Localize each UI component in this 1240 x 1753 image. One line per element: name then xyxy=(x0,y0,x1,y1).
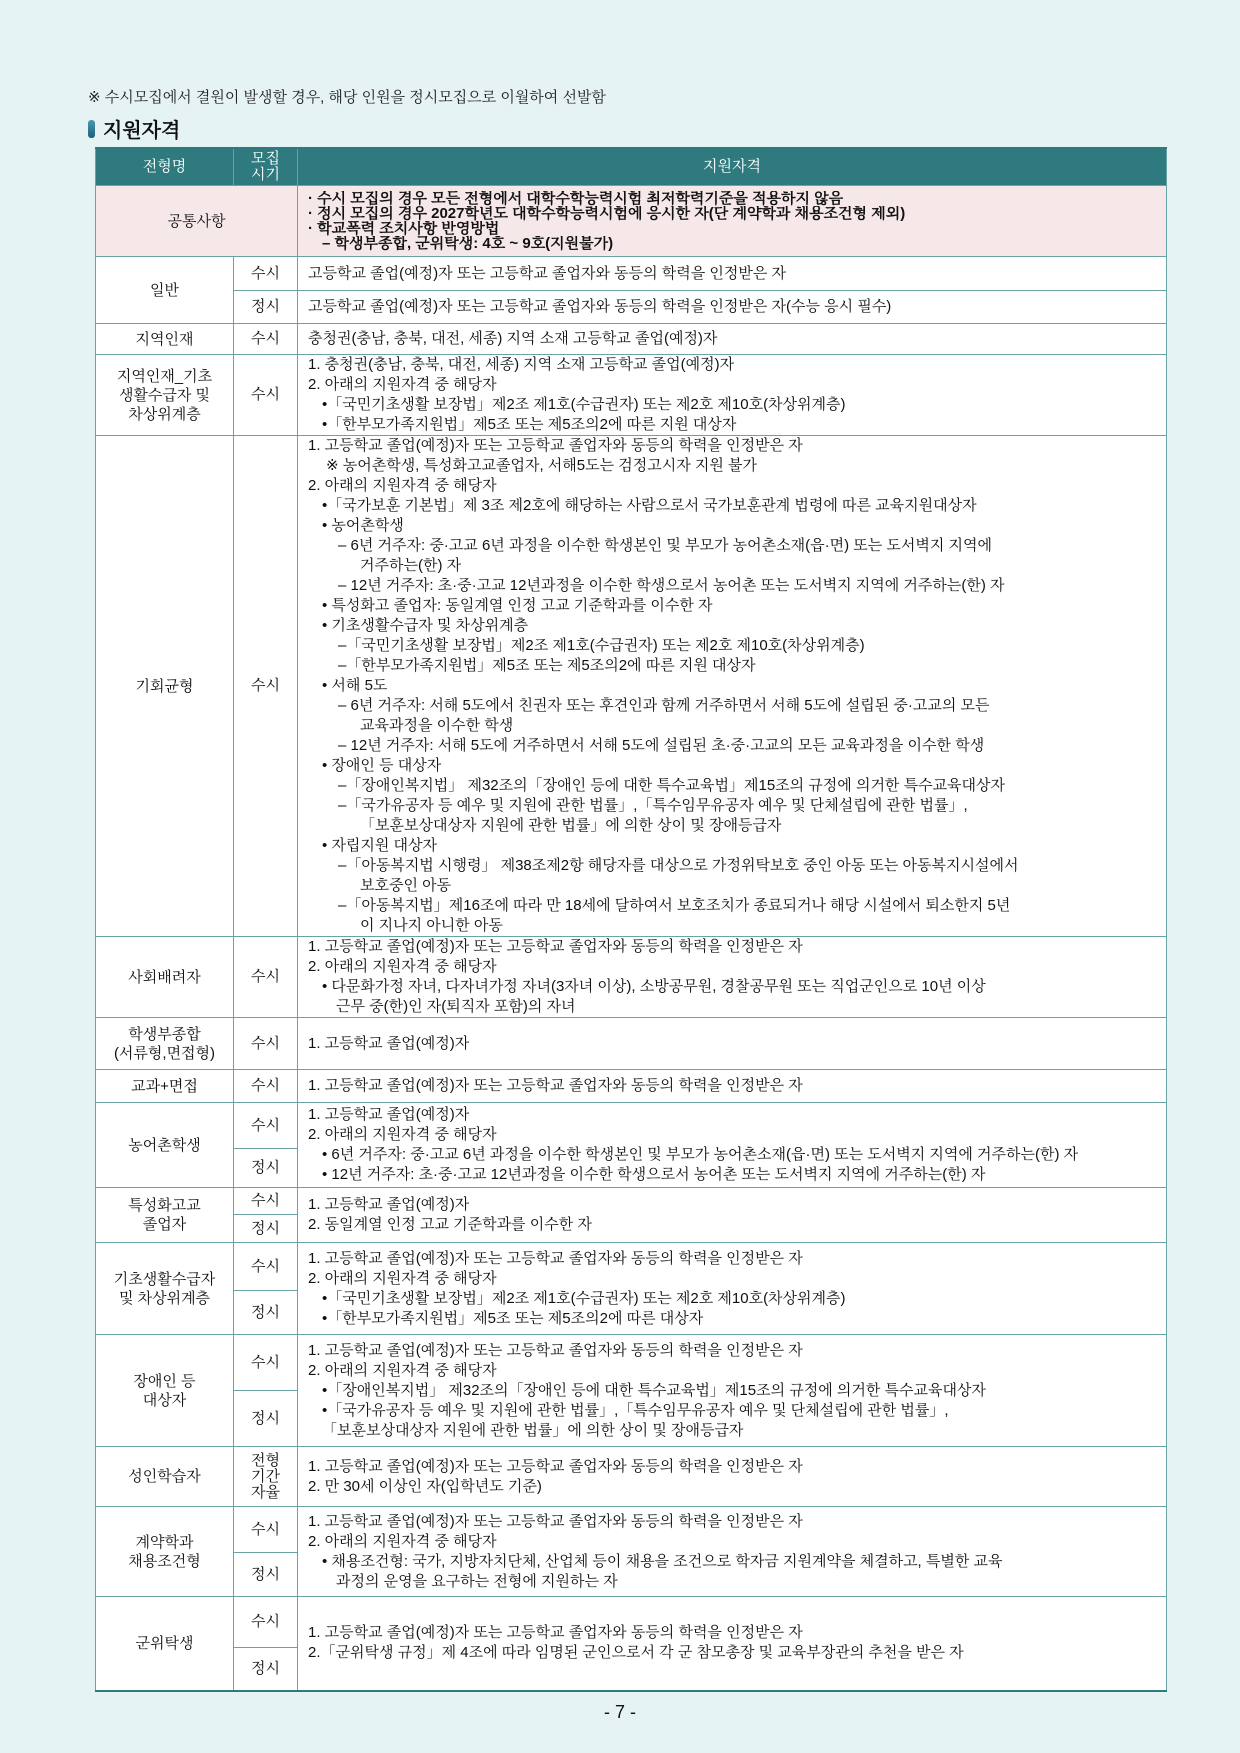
qualification-cell xyxy=(298,257,1167,291)
page-number: - 7 - xyxy=(603,1702,636,1722)
qualification-line: 「보훈보상대상자 지원에 관한 법률」에 의한 상이 및 장애등급자 xyxy=(322,1421,744,1439)
qualification-cell xyxy=(298,1507,1167,1597)
table-row xyxy=(96,291,1167,324)
qualification-line: –「아동복지법」제16조에 따라 만 18세에 달하여서 보호조치가 종료되거나 해당 시설에서 퇴소한지 5년 xyxy=(338,897,1011,914)
qualification-line: •「장애인복지법」 제32조의「장애인 등에 대한 특수교육법」제15조의 규정에 의거한 특수교육대상자 xyxy=(322,1381,986,1399)
recruit-period: 전형 기간 자율 xyxy=(234,1447,298,1507)
qualification-cell xyxy=(298,1243,1167,1335)
header-name: 전형명 xyxy=(96,148,234,186)
recruit-period: 수시 xyxy=(234,355,298,436)
qualification-line: •「국민기초생활 보장법」제2조 제1호(수급권자) 또는 제2호 제10호(차상위계층) xyxy=(322,1289,846,1307)
row-name: 사회배려자 xyxy=(96,937,234,1018)
section-marker-icon xyxy=(88,120,95,138)
recruit-period: 수시 xyxy=(234,937,298,1018)
qualification-cell xyxy=(298,1597,1167,1691)
recruit-period: 수시 xyxy=(234,1103,298,1149)
table-row xyxy=(96,355,1167,436)
qualification-line: ※ 농어촌학생, 특성화고교졸업자, 서해5도는 검정고시자 지원 불가 xyxy=(326,457,757,474)
qualification-line: 과정의 운영을 요구하는 전형에 지원하는 자 xyxy=(336,1572,618,1590)
qualification-line: 2. 아래의 지원자격 중 해당자 xyxy=(308,1532,497,1550)
qualification-cell xyxy=(298,1335,1167,1447)
qualification-line: –「국민기초생활 보장법」제2조 제1호(수급권자) 또는 제2호 제10호(차상위계층) xyxy=(338,637,865,654)
notice-text: ※ 수시모집에서 결원이 발생할 경우, 해당 인원을 정시모집으로 이월하여 선발함 xyxy=(88,89,606,106)
qualification-line: 보호중인 아동 xyxy=(360,877,452,894)
row-name: 일반 xyxy=(96,257,234,324)
recruit-period: 수시 xyxy=(234,1018,298,1070)
row-name: 성인학습자 xyxy=(96,1447,234,1507)
qualification-line: 고등학교 졸업(예정)자 또는 고등학교 졸업자와 동등의 학력을 인정받은 자(수능 응시 필수) xyxy=(308,298,892,315)
qualification-cell xyxy=(298,1447,1167,1507)
qualification-cell xyxy=(298,355,1167,436)
qualification-line: – 12년 거주자: 서해 5도에 거주하면서 서해 5도에 설립된 초·중·고교의 모든 교육과정을 이수한 학생 xyxy=(338,737,985,754)
row-name: 학생부종합 (서류형,면접형) xyxy=(96,1018,234,1070)
qualification-line: 2. 아래의 지원자격 중 해당자 xyxy=(308,958,497,975)
row-name: 기초생활수급자 및 차상위계층 xyxy=(96,1243,234,1335)
qualification-line: 1. 충청권(충남, 충북, 대전, 세종) 지역 소재 고등학교 졸업(예정)자 xyxy=(308,356,735,373)
qualification-cell xyxy=(298,324,1167,355)
recruit-period: 정시 xyxy=(234,291,298,324)
table-row xyxy=(96,1103,1167,1149)
recruit-period: 정시 xyxy=(234,1553,298,1597)
table-row xyxy=(96,1070,1167,1103)
recruit-period: 수시 xyxy=(234,1335,298,1391)
qualification-cell xyxy=(298,291,1167,324)
qualification-line: • 농어촌학생 xyxy=(322,517,404,534)
qualification-line: 근무 중(한)인 자(퇴직자 포함)의 자녀 xyxy=(336,998,576,1015)
qualification-line: • 자립지원 대상자 xyxy=(322,837,438,854)
table-row xyxy=(96,186,1167,257)
table-header-row xyxy=(96,148,1167,186)
qualification-line: 2. 아래의 지원자격 중 해당자 xyxy=(308,1269,497,1287)
qualification-line: • 12년 거주자: 초·중·고교 12년과정을 이수한 학생으로서 농어촌 또는 도서벽지 지역에 거주하는(한) 자 xyxy=(322,1166,986,1183)
qualification-line: 1. 고등학교 졸업(예정)자 또는 고등학교 졸업자와 동등의 학력을 인정받은 자 xyxy=(308,437,803,454)
qualification-line: – 6년 거주자: 서해 5도에서 친권자 또는 후견인과 함께 거주하면서 서해 5도에 설립된 중·고교의 모든 xyxy=(338,697,990,714)
table-row xyxy=(96,1597,1167,1648)
qualification-line: – 12년 거주자: 초·중·고교 12년과정을 이수한 학생으로서 농어촌 또는 도서벽지 지역에 거주하는(한) 자 xyxy=(338,577,1005,594)
table-row xyxy=(96,257,1167,291)
qualification-line: 2.「군위탁생 규정」제 4조에 따라 임명된 군인으로서 각 군 참모총장 및 교육부장관의 추천을 받은 자 xyxy=(308,1644,964,1662)
qualification-line: 1. 고등학교 졸업(예정)자 xyxy=(308,1196,470,1213)
qualification-line: • 장애인 등 대상자 xyxy=(322,757,442,774)
qualification-line: 1. 고등학교 졸업(예정)자 xyxy=(308,1034,470,1052)
row-name: 교과+면접 xyxy=(96,1070,234,1103)
qualification-line: 1. 고등학교 졸업(예정)자 xyxy=(308,1106,470,1123)
qualification-line: –「장애인복지법」 제32조의「장애인 등에 대한 특수교육법」제15조의 규정에 의거한 특수교육대상자 xyxy=(338,777,1006,794)
table-row xyxy=(96,1018,1167,1070)
recruit-period: 수시 xyxy=(234,324,298,355)
qualification-line: 1. 고등학교 졸업(예정)자 또는 고등학교 졸업자와 동등의 학력을 인정받은 자 xyxy=(308,938,803,955)
table-row xyxy=(96,1507,1167,1553)
row-name: 군위탁생 xyxy=(96,1597,234,1691)
row-name: 지역인재_기초 생활수급자 및 차상위계층 xyxy=(96,355,234,436)
qualification-line: 고등학교 졸업(예정)자 또는 고등학교 졸업자와 동등의 학력을 인정받은 자 xyxy=(308,264,787,282)
qualification-line: •「국가보훈 기본법」제 3조 제2호에 해당하는 사람으로서 국가보훈관계 법령에 따른 교육지원대상자 xyxy=(322,497,977,514)
recruit-period: 수시 xyxy=(234,1070,298,1103)
qualification-line: 1. 고등학교 졸업(예정)자 또는 고등학교 졸업자와 동등의 학력을 인정받은 자 xyxy=(308,1624,803,1642)
qualification-line: •「한부모가족지원법」제5조 또는 제5조의2에 따른 대상자 xyxy=(322,1309,704,1327)
row-name: 특성화고교 졸업자 xyxy=(96,1188,234,1243)
row-name: 장애인 등 대상자 xyxy=(96,1335,234,1447)
qualification-line: · 수시 모집의 경우 모든 전형에서 대학수학능력시험 최저학력기준을 적용하지 않음 xyxy=(308,191,844,206)
qualification-line: • 채용조건형: 국가, 지방자치단체, 산업체 등이 채용을 조건으로 학자금 지원계약을 체결하고, 특별한 교육 xyxy=(322,1552,1003,1570)
qualification-line: 1. 고등학교 졸업(예정)자 또는 고등학교 졸업자와 동등의 학력을 인정받은 자 xyxy=(308,1512,803,1530)
row-name: 계약학과 채용조건형 xyxy=(96,1507,234,1597)
recruit-period: 수시 xyxy=(234,1188,298,1215)
qualification-cell xyxy=(298,436,1167,937)
recruit-period: 정시 xyxy=(234,1391,298,1447)
qualification-line: 교육과정을 이수한 학생 xyxy=(360,717,514,734)
qualification-line: – 6년 거주자: 중·고교 6년 과정을 이수한 학생본인 및 부모가 농어촌소재(읍·면) 또는 도서벽지 지역에 xyxy=(338,537,992,554)
qualification-line: 「보훈보상대상자 지원에 관한 법률」에 의한 상이 및 장애등급자 xyxy=(360,817,782,834)
recruit-period: 정시 xyxy=(234,1291,298,1335)
qualification-line: • 기초생활수급자 및 차상위계층 xyxy=(322,617,529,634)
qualification-line: –「한부모가족지원법」제5조 또는 제5조의2에 따른 지원 대상자 xyxy=(338,657,756,674)
qualification-line: •「국가유공자 등 예우 및 지원에 관한 법률」,「특수임무유공자 예우 및 단체설립에 관한 법률」, xyxy=(322,1401,949,1419)
qualification-cell xyxy=(298,1103,1167,1188)
qualification-cell xyxy=(298,1188,1167,1243)
table-row xyxy=(96,436,1167,937)
qualification-line: · 학교폭력 조치사항 반영방법 xyxy=(308,221,500,236)
qualification-line: –「아동복지법 시행령」 제38조제2항 해당자를 대상으로 가정위탁보호 중인 아동 또는 아동복지시설에서 xyxy=(338,857,1019,874)
qualification-cell xyxy=(298,1070,1167,1103)
qualification-table xyxy=(95,147,1167,1692)
table-row xyxy=(96,324,1167,355)
qualification-line: • 특성화고 졸업자: 동일계열 인정 고교 기준학과를 이수한 자 xyxy=(322,597,713,614)
recruit-period: 수시 xyxy=(234,257,298,291)
qualification-line: · 정시 모집의 경우 2027학년도 대학수학능력시험에 응시한 자(단 계약학과 채용조건형 제외) xyxy=(308,206,906,221)
qualification-line: •「한부모가족지원법」제5조 또는 제5조의2에 따른 지원 대상자 xyxy=(322,416,737,433)
qualification-line: – 학생부종합, 군위탁생: 4호 ~ 9호(지원불가) xyxy=(322,236,614,251)
qualification-line: –「국가유공자 등 예우 및 지원에 관한 법률」,「특수임무유공자 예우 및 단체설립에 관한 법률」, xyxy=(338,797,968,814)
table-row xyxy=(96,937,1167,1018)
recruit-period: 정시 xyxy=(234,1149,298,1188)
qualification-line: 2. 아래의 지원자격 중 해당자 xyxy=(308,1361,497,1379)
qualification-line: 1. 고등학교 졸업(예정)자 또는 고등학교 졸업자와 동등의 학력을 인정받은 자 xyxy=(308,1077,803,1094)
qualification-cell xyxy=(298,937,1167,1018)
section-title: 지원자격 xyxy=(103,120,181,142)
qualification-line: 충청권(충남, 충북, 대전, 세종) 지역 소재 고등학교 졸업(예정)자 xyxy=(308,330,718,347)
qualification-line: • 서해 5도 xyxy=(322,677,388,694)
recruit-period: 정시 xyxy=(234,1215,298,1243)
row-name: 공통사항 xyxy=(96,186,298,257)
table-row xyxy=(96,1447,1167,1507)
table-row xyxy=(96,1243,1167,1291)
row-name: 지역인재 xyxy=(96,324,234,355)
row-name: 농어촌학생 xyxy=(96,1103,234,1188)
qualification-line: 2. 아래의 지원자격 중 해당자 xyxy=(308,376,497,393)
qualification-line: 1. 고등학교 졸업(예정)자 또는 고등학교 졸업자와 동등의 학력을 인정받은 자 xyxy=(308,1457,803,1475)
qualification-line: 1. 고등학교 졸업(예정)자 또는 고등학교 졸업자와 동등의 학력을 인정받은 자 xyxy=(308,1341,803,1359)
qualification-line: 2. 만 30세 이상인 자(입학년도 기준) xyxy=(308,1477,542,1495)
qualification-cell xyxy=(298,186,1167,257)
qualification-line: • 6년 거주자: 중·고교 6년 과정을 이수한 학생본인 및 부모가 농어촌소재(읍·면) 또는 도서벽지 지역에 거주하는(한) 자 xyxy=(322,1146,1079,1163)
header-qualification: 지원자격 xyxy=(298,148,1167,186)
table-row xyxy=(96,1188,1167,1215)
qualification-line: •「국민기초생활 보장법」제2조 제1호(수급권자) 또는 제2호 제10호(차상위계층) xyxy=(322,396,846,413)
qualification-line: 이 지나지 아니한 아동 xyxy=(360,917,503,934)
recruit-period: 수시 xyxy=(234,1507,298,1553)
qualification-line: 2. 아래의 지원자격 중 해당자 xyxy=(308,477,497,494)
row-name: 기회균형 xyxy=(96,436,234,937)
recruit-period: 수시 xyxy=(234,1243,298,1291)
recruit-period: 수시 xyxy=(234,1597,298,1648)
recruit-period: 정시 xyxy=(234,1648,298,1691)
recruit-period: 수시 xyxy=(234,436,298,937)
qualification-line: 1. 고등학교 졸업(예정)자 또는 고등학교 졸업자와 동등의 학력을 인정받은 자 xyxy=(308,1249,803,1267)
table-row xyxy=(96,1335,1167,1391)
header-period: 모집 시기 xyxy=(234,148,298,186)
qualification-line: 거주하는(한) 자 xyxy=(360,557,462,574)
qualification-cell xyxy=(298,1018,1167,1070)
section-heading xyxy=(88,114,180,143)
qualification-line: 2. 동일계열 인정 고교 기준학과를 이수한 자 xyxy=(308,1216,592,1233)
qualification-line: 2. 아래의 지원자격 중 해당자 xyxy=(308,1126,497,1143)
qualification-line: • 다문화가정 자녀, 다자녀가정 자녀(3자녀 이상), 소방공무원, 경찰공무원 또는 직업군인으로 10년 이상 xyxy=(322,978,986,995)
